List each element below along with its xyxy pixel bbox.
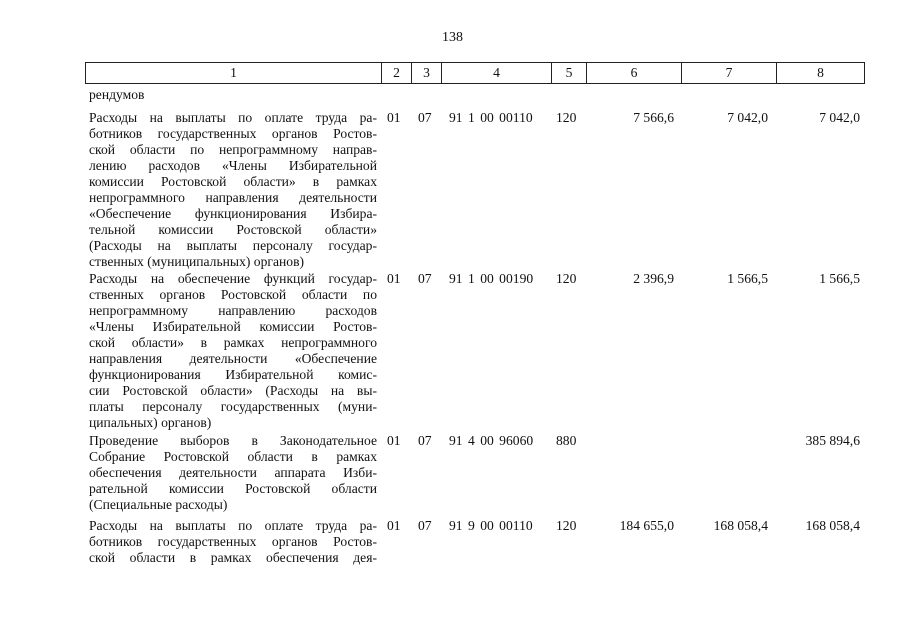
target-article-code: 91 1 00 00190 — [449, 271, 534, 286]
page-number: 138 — [442, 30, 463, 45]
row-description — [89, 271, 377, 431]
header-col-4: 4 — [441, 63, 551, 83]
value-col-7 — [670, 433, 768, 449]
subsection-code: 07 — [418, 110, 432, 125]
expense-type-code: 120 — [556, 518, 577, 533]
value-col-6 — [580, 433, 674, 449]
description-line: Расходы на выплаты по оплате труда ра- — [89, 110, 377, 125]
section-code: 01 — [387, 518, 401, 533]
description-line: тельной комиссии Ростовской области» — [89, 222, 377, 237]
value-col-7: 168 058,4 — [713, 518, 768, 533]
row-description — [89, 518, 377, 566]
row-description — [89, 433, 377, 513]
description-line: Собрание Ростовской области в рамках — [89, 449, 377, 464]
description-line: Расходы на обеспечение функций государ- — [89, 271, 377, 286]
description-line: ботников государственных органов Ростов- — [89, 534, 377, 549]
description-line: ской области» в рамках непрограммного — [89, 335, 377, 350]
target-article-code: 91 9 00 00110 — [449, 518, 533, 533]
section-code: 01 — [387, 110, 401, 125]
value-col-6: 2 396,9 — [633, 271, 674, 286]
description-line: «Обеспечение функционирования Избира- — [89, 206, 377, 221]
description-line: Расходы на выплаты по оплате труда ра- — [89, 518, 377, 533]
section-code: 01 — [387, 271, 401, 286]
header-col-5: 5 — [551, 63, 586, 83]
value-col-7: 1 566,5 — [727, 271, 768, 286]
description-line: ботников государственных органов Ростов- — [89, 126, 377, 141]
target-article-code: 91 4 00 96060 — [449, 433, 534, 448]
value-col-7: 7 042,0 — [727, 110, 768, 125]
value-col-8: 7 042,0 — [819, 110, 860, 125]
table-header — [85, 62, 865, 84]
value-col-8: 385 894,6 — [805, 433, 860, 448]
description-line: ственных (муниципальных) органов) — [89, 254, 305, 269]
description-line: обеспечения деятельности аппарата Изби- — [89, 465, 377, 480]
value-col-8: 1 566,5 — [819, 271, 860, 286]
subsection-code: 07 — [418, 518, 432, 533]
description-line: Проведение выборов в Законодательное — [89, 433, 377, 448]
description-line: рательной комиссии Ростовской области — [89, 481, 377, 496]
description-line: (Расходы на выплаты персоналу государ- — [89, 238, 377, 253]
section-code: 01 — [387, 433, 401, 448]
description-line: непрограммному направлению расходов — [89, 303, 377, 318]
description-line: комиссии Ростовской области» в рамках — [89, 174, 377, 189]
continuation-text: рендумов — [89, 87, 145, 102]
description-line: ской области в рамках обеспечения дея- — [89, 550, 377, 565]
header-col-2: 2 — [381, 63, 411, 83]
description-line: платы персоналу государственных (муни- — [89, 399, 377, 414]
expense-type-code: 120 — [556, 110, 577, 125]
header-col-3: 3 — [411, 63, 441, 83]
description-line: функционирования Избирательной комис- — [89, 367, 377, 382]
expense-type-code: 120 — [556, 271, 577, 286]
value-col-6: 184 655,0 — [619, 518, 674, 533]
subsection-code: 07 — [418, 271, 432, 286]
description-line: ской области по непрограммному направ- — [89, 142, 377, 157]
target-article-code: 91 1 00 00110 — [449, 110, 533, 125]
value-col-8: 168 058,4 — [805, 518, 860, 533]
description-line: ственных органов Ростовской области по — [89, 287, 377, 302]
header-col-6: 6 — [586, 63, 681, 83]
description-line: сии Ростовской области» (Расходы на вы- — [89, 383, 377, 398]
description-line: направления деятельности «Обеспечение — [89, 351, 377, 366]
header-col-7: 7 — [681, 63, 776, 83]
description-line: «Члены Избирательной комиссии Ростов- — [89, 319, 377, 334]
description-line: лению расходов «Члены Избирательной — [89, 158, 377, 173]
header-col-1: 1 — [230, 65, 237, 80]
expense-type-code: 880 — [556, 433, 577, 448]
value-col-6: 7 566,6 — [633, 110, 674, 125]
row-description — [89, 110, 377, 270]
header-col-8: 8 — [776, 63, 864, 83]
description-line: непрограммного направления деятельности — [89, 190, 377, 205]
subsection-code: 07 — [418, 433, 432, 448]
description-line: (Специальные расходы) — [89, 497, 228, 512]
description-line: ципальных) органов) — [89, 415, 212, 430]
